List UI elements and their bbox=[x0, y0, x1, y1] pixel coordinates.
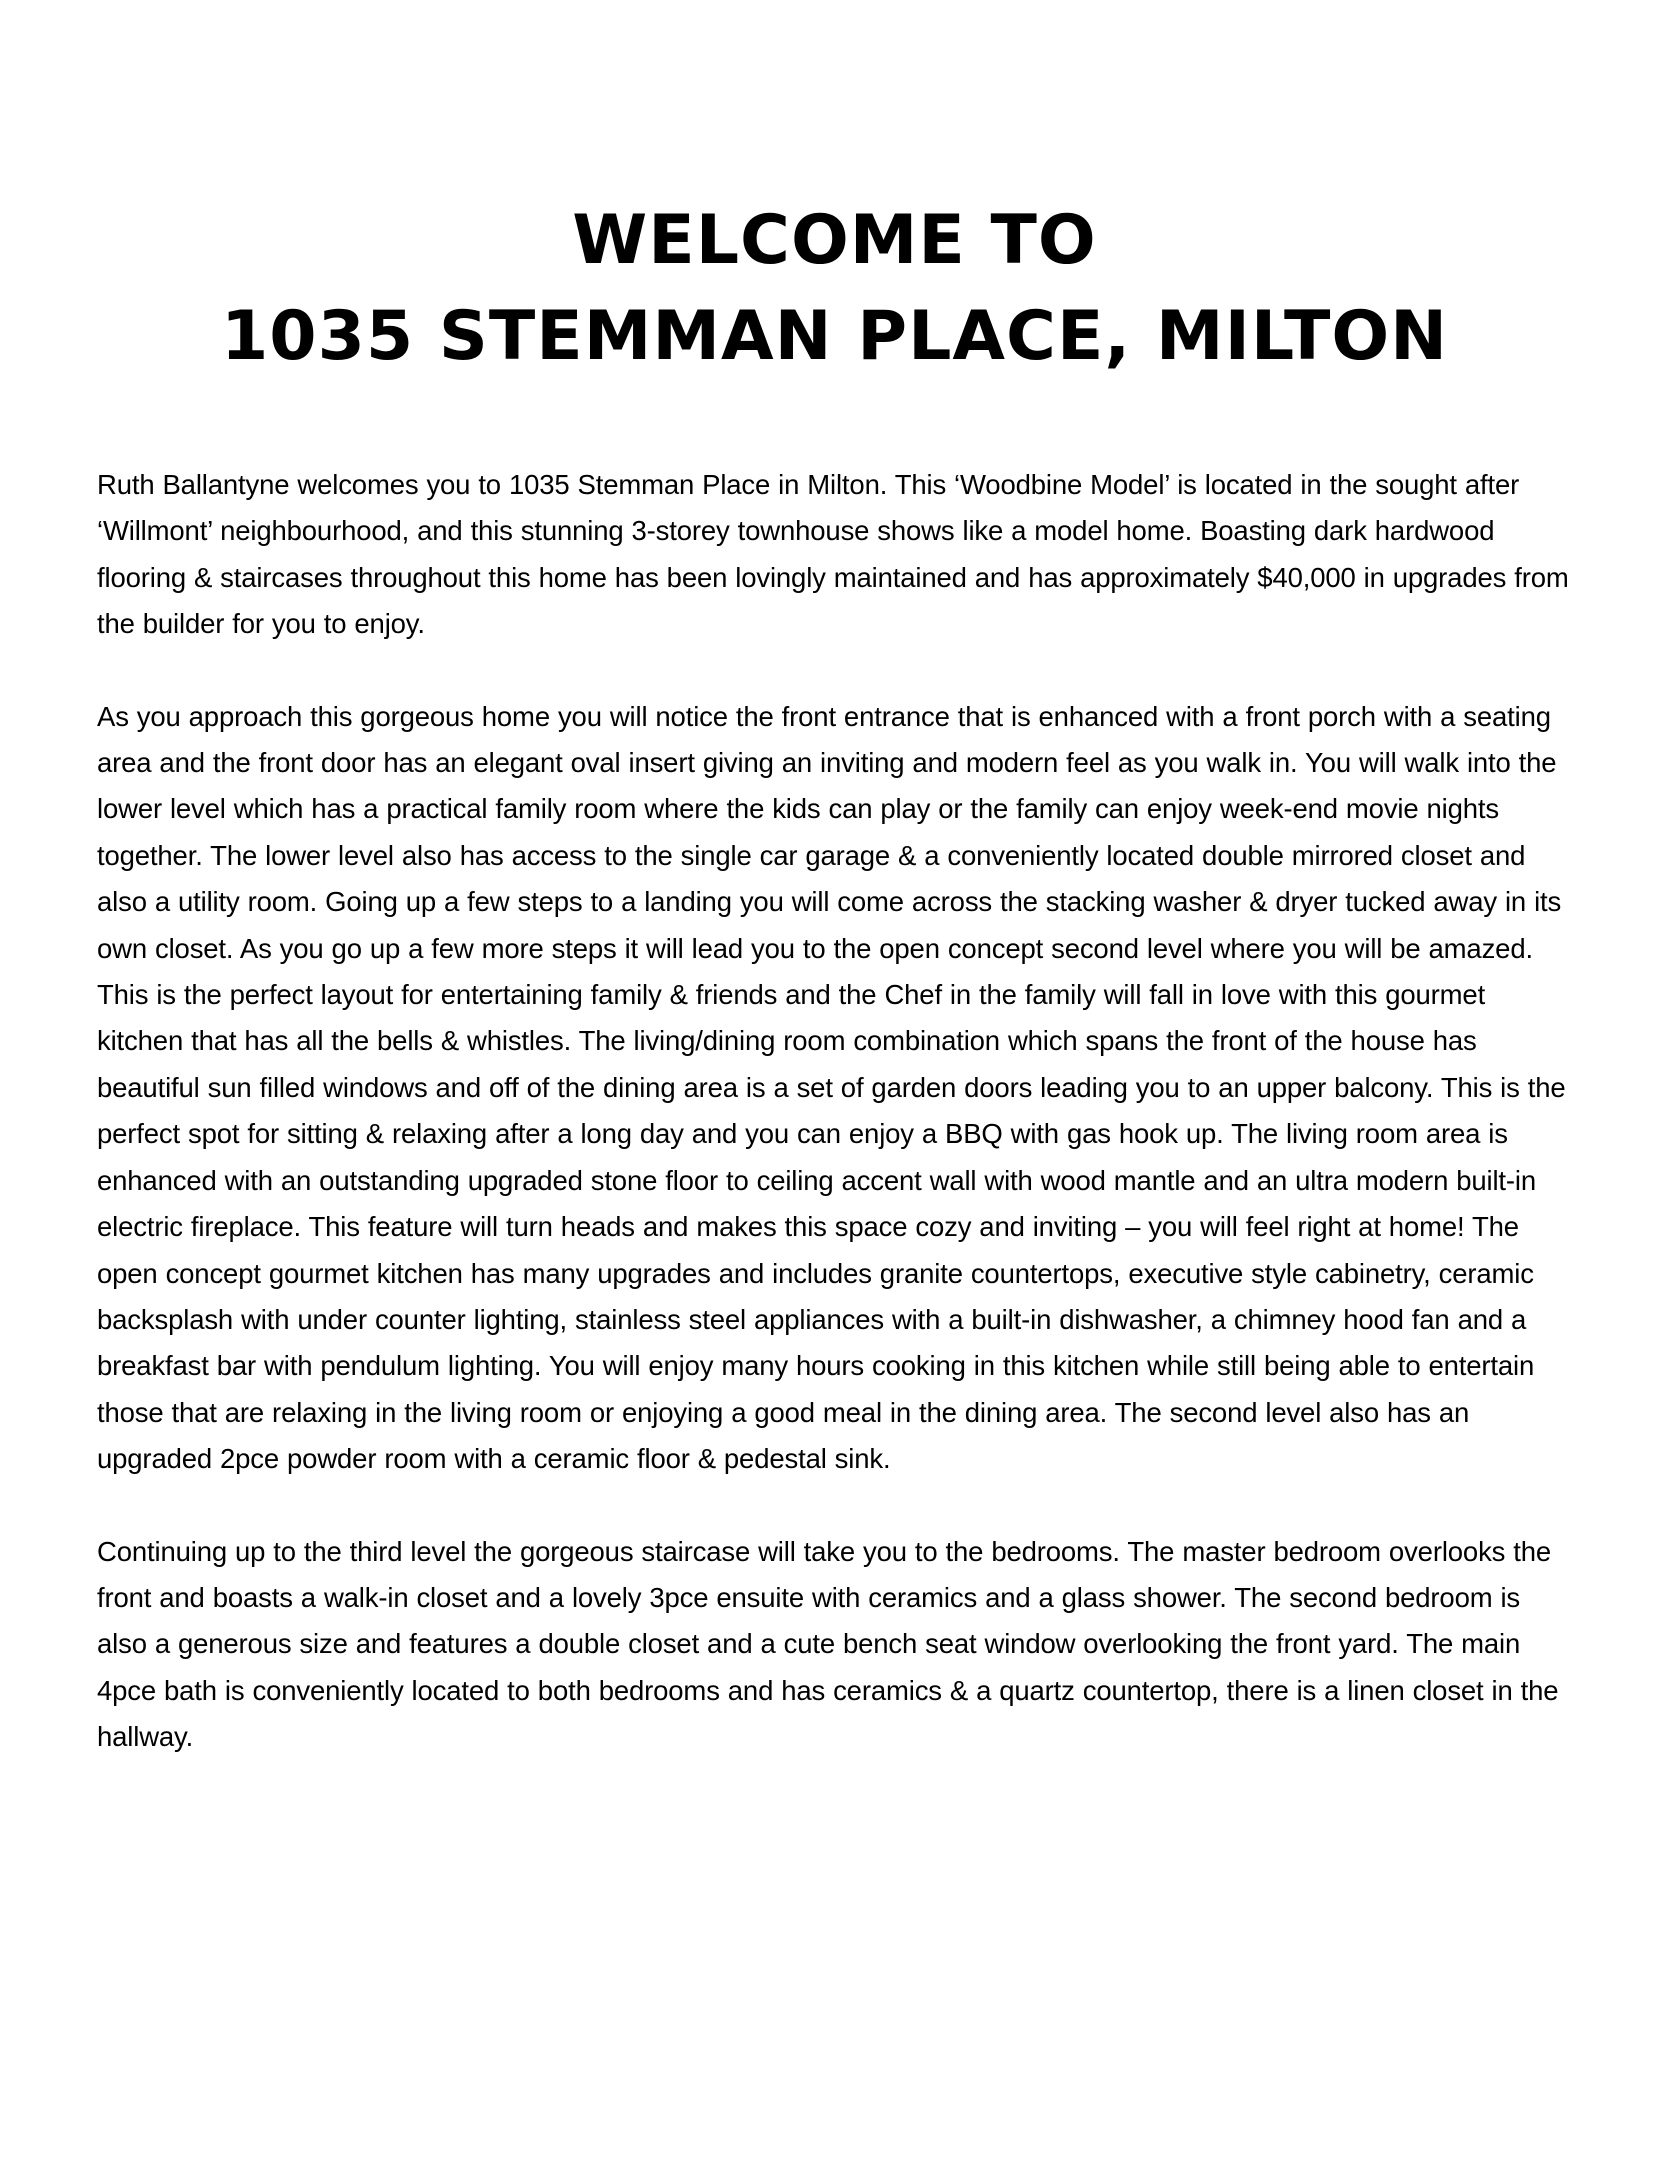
page-title bbox=[0, 193, 1669, 385]
body-text bbox=[97, 462, 1572, 1807]
title-line-2: 1035 STEMMAN PLACE, MILTON bbox=[220, 297, 1449, 376]
paragraph-third-level: Continuing up to the third level the gorgeous staircase will take you to the bedrooms. The master bedroom overlooks the front and boasts a walk-in closet and a lovely 3pce ensuite with ceramics and a glass shower. The second bedroom is also a generous size and features a double closet and a cute bench seat window overlooking the front yard. The main 4pce bath is conveniently located to both bedrooms and has ceramics & a quartz countertop, there is a linen closet in the hallway. bbox=[97, 1535, 1559, 1753]
paragraph-intro: Ruth Ballantyne welcomes you to 1035 Stemman Place in Milton. This ‘Woodbine Model’ is located in the sought after ‘Willmont’ neighbourhood, and this stunning 3-storey townhouse shows like a model home. Boasting dark hardwood flooring & staircases throughout this home has been lovingly maintained and has approximately $40,000 in upgrades from the builder for you to enjoy. bbox=[97, 469, 1569, 640]
paragraph-lower-and-second-level: As you approach this gorgeous home you will notice the front entrance that is enhanced with a front porch with a seating area and the front door has an elegant oval insert giving an inviting and modern feel as you walk in. You will walk into the lower level which has a practical family room where the kids can play or the family can enjoy week-end movie nights together. The lower level also has access to the single car garage & a conveniently located double mirrored closet and also a utility room. Going up a few steps to a landing you will come across the stacking washer & dryer tucked away in its own closet. As you go up a few more steps it will lead you to the open concept second level where you will be amazed. This is the perfect layout for entertaining family & friends and the Chef in the family will fall in love with this gourmet kitchen that has all the bells & whistles. The living/dining room combination which spans the front of the house has beautiful sun filled windows and off of the dining area is a set of garden doors leading you to an upper balcony. This is the perfect spot for sitting & relaxing after a long day and you can enjoy a BBQ with gas hook up. The living room area is enhanced with an outstanding upgraded stone floor to ceiling accent wall with wood mantle and an ultra modern built-in electric fireplace. This feature will turn heads and makes this space cozy and inviting – you will feel right at home! The open concept gourmet kitchen has many upgrades and includes granite countertops, executive style cabinetry, ceramic backsplash with under counter lighting, stainless steel appliances with a built-in dishwasher, a chimney hood fan and a breakfast bar with pendulum lighting. You will enjoy many hours cooking in this kitchen while still being able to entertain those that are relaxing in the living room or enjoying a good meal in the dining area. The second level also has an upgraded 2pce powder room with a ceramic floor & pedestal sink. bbox=[97, 700, 1566, 1475]
title-line-1: WELCOME TO bbox=[572, 201, 1097, 280]
